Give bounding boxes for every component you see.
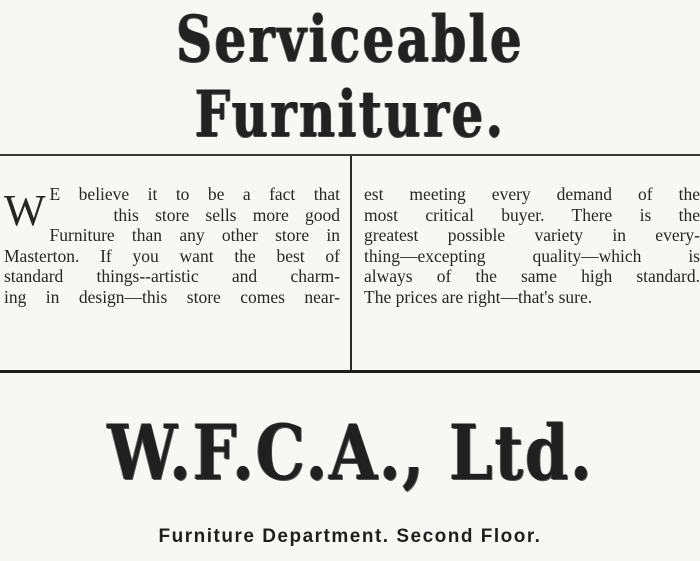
body-line: ing in design—this store comes near- <box>4 286 340 307</box>
body-line: thing—excepting quality—which is <box>364 245 700 266</box>
headline <box>0 0 700 152</box>
body-line: greatest possible variety in every- <box>364 225 700 245</box>
firm-name <box>0 408 700 497</box>
body-column-left <box>4 184 340 307</box>
body-column-right <box>364 184 700 307</box>
body-line: Furniture than any other store in <box>49 225 340 245</box>
body-line: The prices are right—that's sure. <box>364 286 593 307</box>
body-line: est meeting every demand of the <box>364 184 700 204</box>
firm-name-text: W.F.C.A., Ltd. <box>106 408 594 497</box>
headline-text: Serviceable Furniture. <box>176 2 524 152</box>
department-line <box>0 526 700 548</box>
drop-cap: W <box>4 186 46 235</box>
column-divider <box>350 156 352 370</box>
body-line: standard things--artistic and charm- <box>4 266 340 286</box>
bottom-rule <box>0 370 700 373</box>
body-line: most critical buyer. There is the <box>364 204 700 225</box>
body-line: E believe it to be a fact that <box>49 184 340 204</box>
body-line: this store sells more good <box>113 204 340 225</box>
department-text: Furniture Department. Second Floor. <box>158 526 542 547</box>
body-line: always of the same high standard. <box>364 266 700 286</box>
body-line: Masterton. If you want the best of <box>4 245 340 266</box>
